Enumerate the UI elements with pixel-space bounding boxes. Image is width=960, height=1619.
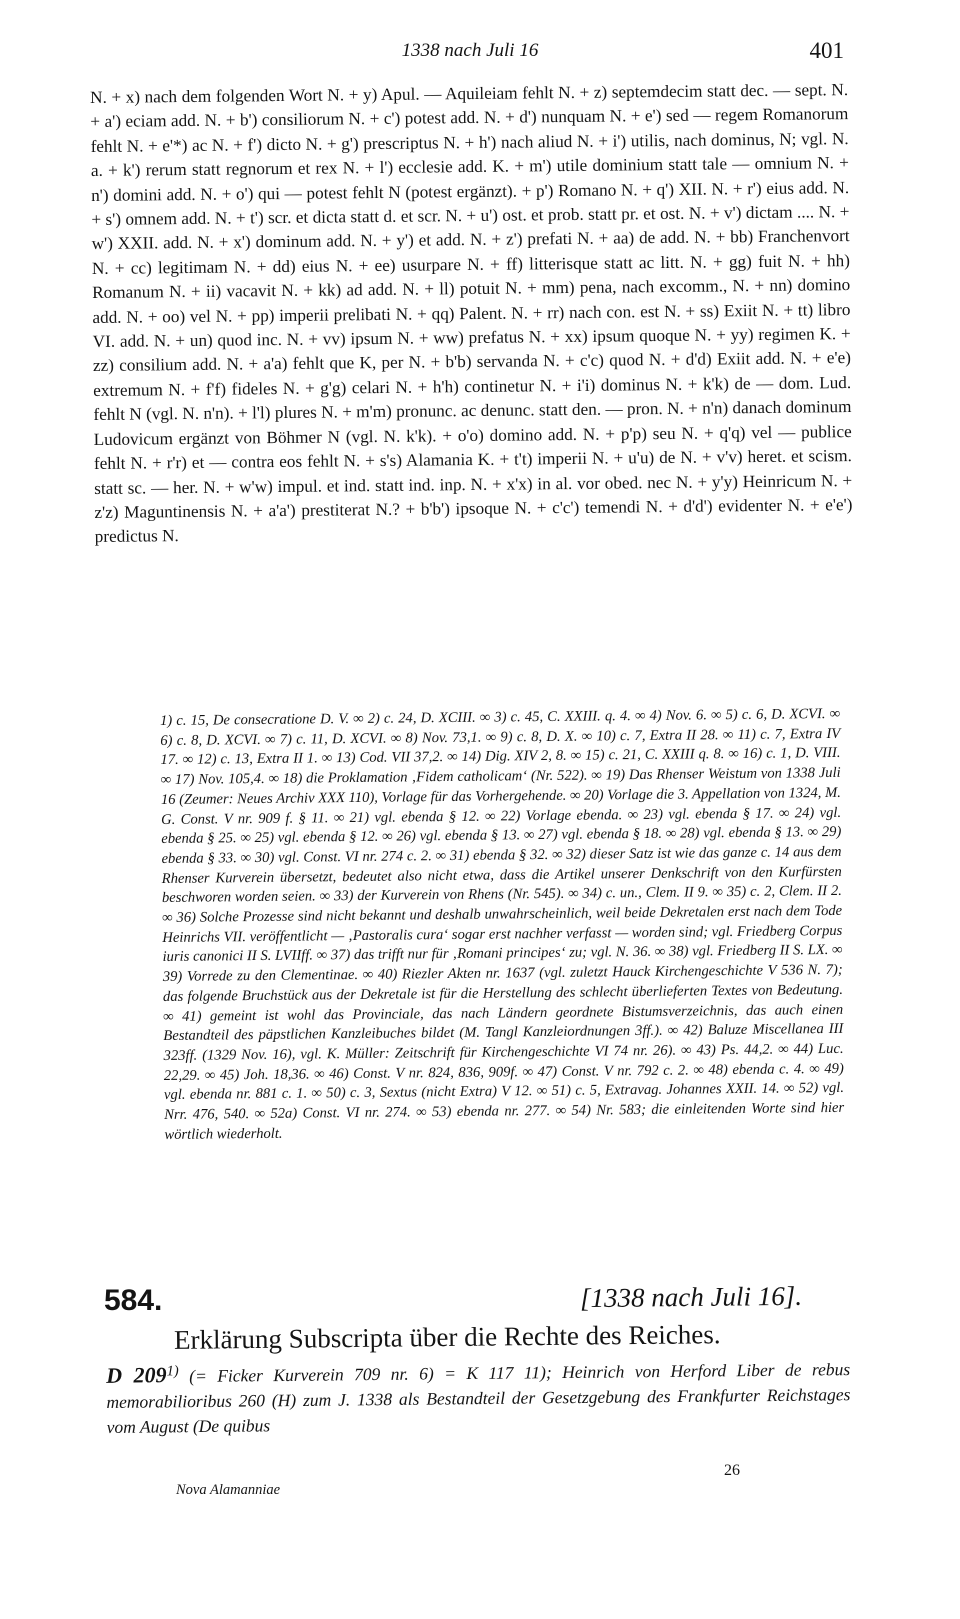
page-number: 401 [809,38,844,63]
apparatus-text: N. + x) nach dem folgenden Wort N. + y) Apul. — Aquileiam fehlt N. + z) septemdecim statt dec. — sept. N. + a') eciam add. N. + b') consiliorum N. + c') potest add. N. + d') nunquam N. + e') sed — regem Romanorum fehlt N. + e'*) ac N. + f') dicto N. + g') prescriptus N. + h') nach aliud N. + i') utilis, nach dominus, N; vgl. N. a. + k') rerum statt regnorum et rex N. + l') ecclesie add. K. + m') utile dominium statt tale — omnium N. + n') domini add. N. + o') qui — potest fehlt N (potest ergänzt). + p') Romano N. + q') XII. N. + r') eius add. N. + s') omnem add. N. + t') scr. et dicta statt d. et scr. N. + u') ost. et prob. statt pr. et ost. N. + v') dictam .... N. + w') XXII. add. N. + x') dominum add. N. + y') et add. N. + z') prefati N. + aa) de add. N. + bb) Franchenvort N. + cc) legitimam N. + dd) eius N. + ee) usurpare N. + ff) litterisque statt ac litt. N. + gg) fuit N. + hh) Romanum N. + ii) vacavit N. + kk) ad add. N. + ll) potuit N. + mm) pena, nach excomm., N. + nn) domino add. N. + oo) vel N. + pp) imperii prelibati N. + qq) Palent. N. + rr) nach con. est N. + ss) Exiit N. + tt) libro VI. add. N. + un) quod inc. N. + vv) ipsum N. + ww) prefatus N. + xx) ipsum quoque N. + yy) regimen K. + zz) consilium add. N. + a'a) fehlt que K, per N. + b'b) servanda N. + c'c) quod N. + d'd) Exiit add. N. + e'e) extremum N. + f'f) fideles N. + g'g) celari N. + h'h) continetur N. + i'i) dominus N. + k'k) de — dom. Lud. fehlt N (vgl. N. n'n). + l'l) plures N. + m'm) pronunc. ac denunc. statt den. — pron. N. + n'n) danach dominum Ludovicum ergänzt von Böhmer N (vgl. N. k'k). + o'o) domino add. N. + p'p) seu N. + q'q) vel — publice fehlt N. + r'r) et — contra eos fehlt N. + s's) Alamania K. + t't) imperii N. + u'u) de N. + v'v) heret. et scism. statt sc. — her. N. + w'w) impul. et ind. statt ind. inp. N. + x'x) in al. vor obed. nec N. + y'y) Heinricum N. + z'z) Maguntinensis N. + a'a') prestiterat N.? + b'b') ipsoque N. + c'c') temendi N. + d'd') evidenter N. + e'e') predictus N. [90,80,853,547]
footnotes [160,705,845,1146]
signature-mark: 26 [724,1462,740,1479]
series-title: Nova Alamanniae [176,1482,281,1498]
critical-apparatus [90,78,853,550]
running-title: 1338 nach Juli 16 [401,40,539,61]
footnotes-text: 1) c. 15, De consecratione D. V. ∞ 2) c. 24, D. XCIII. ∞ 3) c. 45, C. XXIII. q. 4. ∞ 4) Nov. 6. ∞ 5) c. 6, D. XCVI. ∞ 6) c. 8, D. XCVI. ∞ 7) c. 11, D. XCVI. ∞ 8) Nov. 73,1. ∞ 9) c. 8, D. X. ∞ 10) c. 7, Extra II 28. ∞ 11) c. 7, Extra IV 17. ∞ 12) c. 13, Extra II 1. ∞ 13) Cod. VII 37,2. ∞ 14) Dig. XIV 2, 8. ∞ 15) c. 21, C. XXIII q. 8. ∞ 16) c. 1, D. VIII. ∞ 17) Nov. 105,4. ∞ 18) die Proklamation ‚Fidem catholicam‘ (Nr. 522). ∞ 19) Das Rhenser Weistum von 1338 Juli 16 (Zeumer: Neues Archiv XXX 110), Vorlage für das Vorhergehende. ∞ 20) Vorlage die 3. Appellation von 1324, M. G. Const. V nr. 909 f. § 11. ∞ 21) vgl. ebenda § 12. ∞ 22) Vorlage ebenda. ∞ 23) vgl. ebenda § 17. ∞ 24) vgl. ebenda § 25. ∞ 25) vgl. ebenda § 12. ∞ 26) vgl. ebenda § 13. ∞ 27) vgl. ebenda § 18. ∞ 28) vgl. ebenda § 13. ∞ 29) ebenda § 33. ∞ 30) vgl. Const. VI nr. 274 c. 2. ∞ 31) ebenda § 32. ∞ 32) dieser Satz ist wie das ganze c. 14 aus dem Rhenser Kurverein übersetzt, bedeutet also nicht etwa, dass die Artikel unserer Denkschrift von den Kurfürsten beschworen worden seien. ∞ 33) der Kurverein von Rhens (Nr. 545). ∞ 34) c. un., Clem. II 9. ∞ 35) c. 2, Clem. II 2. ∞ 36) Solche Prozesse sind nicht bekannt und deshalb unwahrscheinlich, weil beide Dekretalen erst nach dem Tode Heinrichs VII. veröffentlicht — ‚Pastoralis cura‘ sogar erst nachher verfasst — worden sind; vgl. Friedberg Corpus iuris canonici II S. LVIIff. ∞ 37) das trifft nur für ‚Romani principes‘ zu; vgl. N. 36. ∞ 38) vgl. Friedberg II S. LX. ∞ 39) Vorrede zu den Clementinae. ∞ 40) Riezler Akten nr. 1637 (vgl. zuletzt Hauck Kirchengeschichte V 536 N. 7); das folgende Bruchstück aus der Dekretale ist für die Herstellung des schlecht überlieferten Textes von Bedeutung. ∞ 41) gemeint ist wohl das Provinciale, das nach Ländern geordnete Bistumsverzeichnis, das auch einen Bestandteil des päpstlichen Kanzleibuches bildet (M. Tangl Kanzleiordnungen 3ff.). ∞ 42) Baluze Miscellanea III 323ff. (1329 Nov. 16), vgl. K. Müller: Zeitschrift für Kirchengeschichte VI 74 nr. 26). ∞ 43) Ps. 44,2. ∞ 44) Luc. 22,29. ∞ 45) Joh. 18,36. ∞ 46) Const. V nr. 824, 836, 909f. ∞ 47) Const. V nr. 792 c. 2. ∞ 48) ebenda c. 4. ∞ 49) vgl. ebenda nr. 881 c. 1. ∞ 50) c. 3, Sextus (nicht Extra) V 12. ∞ 51) c. 5, Extravag. Johannes XXII. 14. ∞ 52) vgl. Nrr. 476, 540. ∞ 52a) Const. VI nr. 274. ∞ 53) ebenda nr. 277. ∞ 54) Nr. 583; die einleitenden Worte sind hier wörtlich wiederholt. [160,705,845,1143]
document-heading: Erklärung Subscripta über die Rechte des Reiches. [173,1319,721,1355]
source-text: (= Ficker Kurverein 709 nr. 6) = K 117 11); Heinrich von Herford Liber de rebus memorabilioribus 260 (H) zum J. 1338 als Bestandteil der Gesetzgebung des Frankfurter Reichstages vom August (De quibus [106,1359,851,1437]
document-source-description [106,1352,851,1440]
page-header [90,38,850,68]
document-date: [1338 nach Juli 16]. [579,1280,803,1314]
document-number: 584. [104,1284,163,1317]
source-siglum-note: 1) [166,1363,179,1380]
source-siglum: D 209 [106,1362,167,1388]
